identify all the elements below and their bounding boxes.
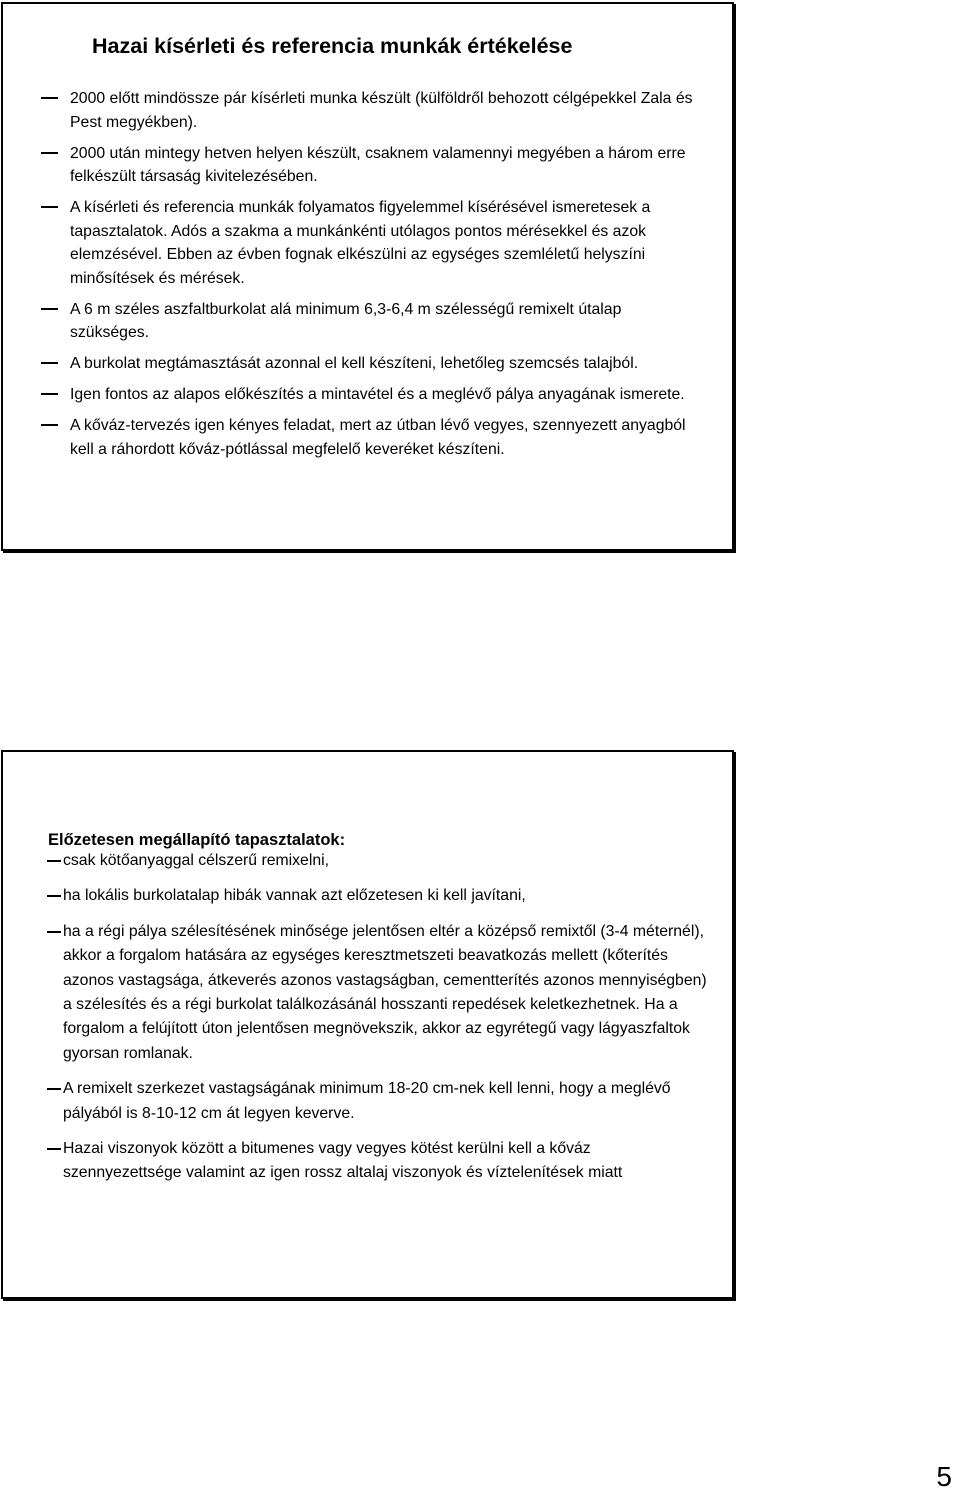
- bullet-text: A kőváz-tervezés igen kényes feladat, mert az útban lévő vegyes, szennyezett anyagból kell a ráhordott kőváz-pótlással megfelelő keveréket készíteni.: [70, 417, 686, 458]
- bullet-item: [47, 849, 707, 873]
- bullet-item: [41, 142, 701, 189]
- bullet-text: Igen fontos az alapos előkészítés a mintavétel és a meglévő pálya anyagának ismerete.: [70, 386, 685, 403]
- slide-top: [1, 2, 734, 551]
- slide-title: Hazai kísérleti és referencia munkák értékelése: [92, 34, 573, 58]
- bullet-item: [47, 1077, 707, 1126]
- dash-icon: [47, 1148, 61, 1150]
- bullet-item: [47, 884, 707, 908]
- bullet-item: [47, 920, 707, 1066]
- bullet-list: [47, 849, 707, 1197]
- page-number: 5: [936, 1461, 952, 1492]
- dash-icon: [47, 860, 61, 862]
- bullet-item: [41, 87, 701, 134]
- dash-icon: [47, 931, 61, 933]
- bullet-text: A remixelt szerkezet vastagságának minimum 18-20 cm-nek kell lenni, hogy a meglévő pályából is 8-10-12 cm át legyen keverve.: [63, 1080, 671, 1122]
- bullet-text: csak kötőanyaggal célszerű remixelni,: [63, 852, 330, 869]
- bullet-item: [41, 298, 701, 345]
- dash-icon: [41, 97, 58, 99]
- slide-title: Előzetesen megállapító tapasztalatok:: [48, 831, 346, 849]
- dash-icon: [47, 1088, 61, 1090]
- bullet-text: Hazai viszonyok között a bitumenes vagy vegyes kötést kerülni kell a kőváz szennyezettsége valamint az igen rossz altalaj viszonyok és víztelenítések miatt: [63, 1140, 623, 1182]
- bullet-text: ha lokális burkolatalap hibák vannak azt előzetesen ki kell javítani,: [63, 887, 526, 905]
- dash-icon: [41, 424, 58, 426]
- bullet-text: A kísérleti és referencia munkák folyamatos figyelemmel kísérésével ismeretesek a tapasztalatok. Adós a szakma a munkánkénti utólagos pontos mérésekkel és azok elemzésével. Ebben az évben fognak elkészülni az egységes szemléletű helyszíni minősítések és mérések.: [70, 199, 651, 287]
- bullet-text: 2000 előtt mindössze pár kísérleti munka készült (külföldről behozott célgépekkel Zala és Pest megyékben).: [70, 90, 693, 131]
- dash-icon: [41, 308, 58, 310]
- bullet-text: 2000 után mintegy hetven helyen készült, csaknem valamennyi megyében a három erre felkészült társaság kivitelezésében.: [70, 144, 686, 185]
- dash-icon: [41, 152, 58, 154]
- bullet-item: [41, 352, 701, 376]
- dash-icon: [47, 895, 61, 897]
- bullet-list: [41, 87, 701, 469]
- dash-icon: [41, 206, 58, 208]
- dash-icon: [41, 393, 58, 395]
- bullet-text: A 6 m széles aszfaltburkolat alá minimum 6,3-6,4 m szélességű remixelt útalap szükséges.: [70, 300, 622, 341]
- bullet-text: A burkolat megtámasztását azonnal el kell készíteni, lehetőleg szemcsés talajból.: [70, 355, 639, 372]
- bullet-item: [41, 414, 701, 461]
- bullet-text: ha a régi pálya szélesítésének minősége jelentősen eltér a középső remixtől (3-4 méternél), akkor a forgalom hatására az egységes keresztmetszeti beavatkozás mellett (kőterítés azonos vastagsága, átkeverés azonos vastagságban, cementterítés azonos mennyiségben) a szélesítés és a régi burkolat találkozásánál hosszanti repedések keletkezhetnek. Ha a forgalom a felújított úton jelentősen megnövekszik, akkor az egyrétegű vagy lágyaszfaltok gyorsan romlanak.: [63, 922, 707, 1062]
- dash-icon: [41, 362, 58, 364]
- bullet-item: [41, 196, 701, 290]
- bullet-item: [47, 1137, 707, 1186]
- bullet-item: [41, 383, 701, 407]
- slide-bottom: [1, 750, 734, 1299]
